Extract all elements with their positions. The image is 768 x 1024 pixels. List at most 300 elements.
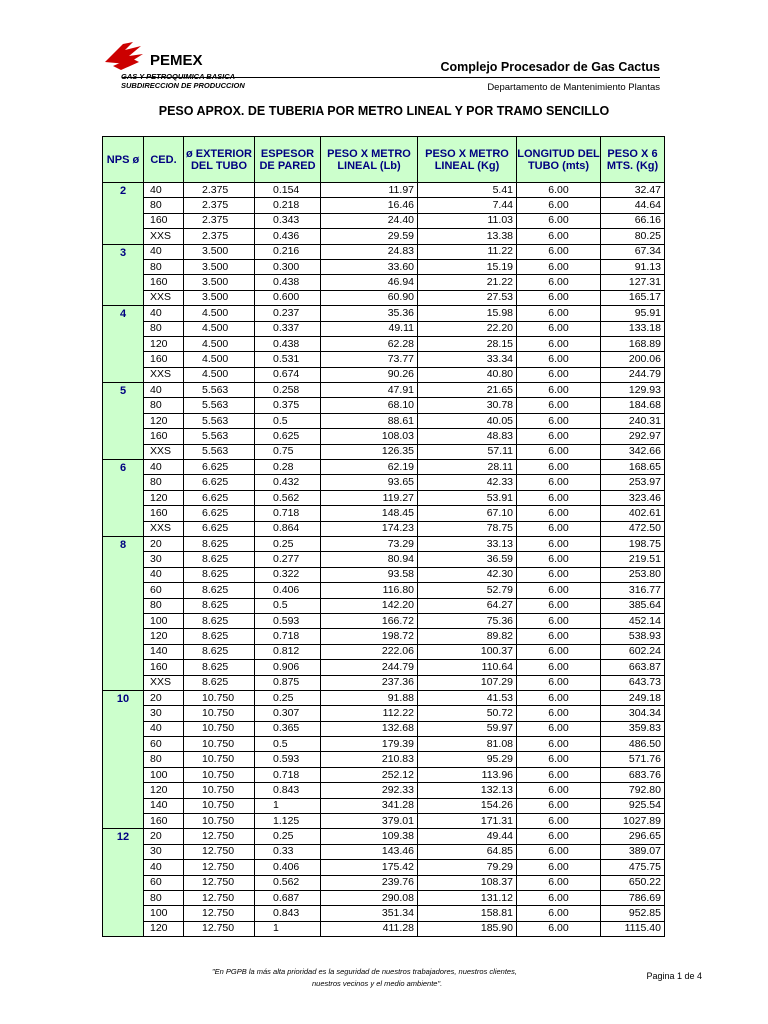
ced-cell: XXS xyxy=(144,290,184,305)
weight-kg-cell: 107.29 xyxy=(418,675,517,690)
weight-6m-cell: 133.18 xyxy=(601,321,665,336)
length-cell: 6.00 xyxy=(517,444,601,459)
table-row xyxy=(103,598,665,613)
wall-thickness-cell: 0.25 xyxy=(255,829,321,844)
length-cell: 6.00 xyxy=(517,690,601,705)
weight-kg-cell: 11.03 xyxy=(418,213,517,228)
ced-cell: 60 xyxy=(144,737,184,752)
length-cell: 6.00 xyxy=(517,213,601,228)
col-header-weight-kg: PESO X METRO LINEAL (Kg) xyxy=(418,137,517,183)
outer-diameter-cell: 8.625 xyxy=(184,583,255,598)
weight-kg-cell: 110.64 xyxy=(418,660,517,675)
length-cell: 6.00 xyxy=(517,890,601,905)
weight-kg-cell: 28.11 xyxy=(418,460,517,475)
weight-lb-cell: 119.27 xyxy=(321,490,418,505)
weight-6m-cell: 129.93 xyxy=(601,383,665,398)
ced-cell: 30 xyxy=(144,844,184,859)
weight-lb-cell: 142.20 xyxy=(321,598,418,613)
length-cell: 6.00 xyxy=(517,398,601,413)
length-cell: 6.00 xyxy=(517,413,601,428)
weight-lb-cell: 33.60 xyxy=(321,259,418,274)
wall-thickness-cell: 0.718 xyxy=(255,767,321,782)
ced-cell: 120 xyxy=(144,629,184,644)
weight-kg-cell: 52.79 xyxy=(418,583,517,598)
table-row xyxy=(103,321,665,336)
outer-diameter-cell: 6.625 xyxy=(184,521,255,536)
brand-name: PEMEX xyxy=(150,52,203,69)
weight-lb-cell: 341.28 xyxy=(321,798,418,813)
weight-6m-cell: 359.83 xyxy=(601,721,665,736)
weight-6m-cell: 66.16 xyxy=(601,213,665,228)
outer-diameter-cell: 10.750 xyxy=(184,690,255,705)
weight-6m-cell: 165.17 xyxy=(601,290,665,305)
table-row xyxy=(103,290,665,305)
weight-lb-cell: 47.91 xyxy=(321,383,418,398)
complex-name: Complejo Procesador de Gas Cactus xyxy=(440,60,660,74)
table-row xyxy=(103,690,665,705)
outer-diameter-cell: 10.750 xyxy=(184,721,255,736)
length-cell: 6.00 xyxy=(517,475,601,490)
ced-cell: 120 xyxy=(144,336,184,351)
weight-lb-cell: 93.65 xyxy=(321,475,418,490)
nps-cell: 3 xyxy=(103,244,144,306)
weight-lb-cell: 179.39 xyxy=(321,737,418,752)
weight-6m-cell: 292.97 xyxy=(601,429,665,444)
weight-lb-cell: 411.28 xyxy=(321,921,418,936)
length-cell: 6.00 xyxy=(517,737,601,752)
wall-thickness-cell: 0.218 xyxy=(255,198,321,213)
weight-6m-cell: 925.54 xyxy=(601,798,665,813)
col-header-length: LONGITUD DEL TUBO (mts) xyxy=(517,137,601,183)
ced-cell: XXS xyxy=(144,367,184,382)
outer-diameter-cell: 4.500 xyxy=(184,306,255,321)
table-row xyxy=(103,460,665,475)
weight-6m-cell: 168.65 xyxy=(601,460,665,475)
weight-6m-cell: 127.31 xyxy=(601,275,665,290)
weight-kg-cell: 59.97 xyxy=(418,721,517,736)
nps-cell: 4 xyxy=(103,306,144,383)
weight-6m-cell: 1027.89 xyxy=(601,814,665,829)
weight-lb-cell: 237.36 xyxy=(321,675,418,690)
outer-diameter-cell: 5.563 xyxy=(184,429,255,444)
weight-lb-cell: 210.83 xyxy=(321,752,418,767)
table-row xyxy=(103,398,665,413)
weight-lb-cell: 175.42 xyxy=(321,860,418,875)
weight-lb-cell: 174.23 xyxy=(321,521,418,536)
outer-diameter-cell: 6.625 xyxy=(184,475,255,490)
length-cell: 6.00 xyxy=(517,767,601,782)
length-cell: 6.00 xyxy=(517,860,601,875)
wall-thickness-cell: 0.687 xyxy=(255,890,321,905)
ced-cell: 80 xyxy=(144,598,184,613)
wall-thickness-cell: 0.216 xyxy=(255,244,321,259)
wall-thickness-cell: 0.154 xyxy=(255,183,321,198)
table-row xyxy=(103,829,665,844)
weight-6m-cell: 472.50 xyxy=(601,521,665,536)
weight-kg-cell: 154.26 xyxy=(418,798,517,813)
wall-thickness-cell: 0.337 xyxy=(255,321,321,336)
brand-subtitle-2: SUBDIRECCION DE PRODUCCION xyxy=(121,81,245,90)
weight-6m-cell: 389.07 xyxy=(601,844,665,859)
length-cell: 6.00 xyxy=(517,383,601,398)
weight-kg-cell: 7.44 xyxy=(418,198,517,213)
weight-6m-cell: 323.46 xyxy=(601,490,665,505)
weight-6m-cell: 240.31 xyxy=(601,413,665,428)
table-row xyxy=(103,213,665,228)
table-row xyxy=(103,183,665,198)
outer-diameter-cell: 5.563 xyxy=(184,413,255,428)
ced-cell: 120 xyxy=(144,921,184,936)
outer-diameter-cell: 12.750 xyxy=(184,890,255,905)
outer-diameter-cell: 8.625 xyxy=(184,644,255,659)
weight-kg-cell: 64.27 xyxy=(418,598,517,613)
weight-kg-cell: 79.29 xyxy=(418,860,517,875)
table-row xyxy=(103,675,665,690)
weight-kg-cell: 131.12 xyxy=(418,890,517,905)
ced-cell: 80 xyxy=(144,259,184,274)
ced-cell: 40 xyxy=(144,183,184,198)
outer-diameter-cell: 12.750 xyxy=(184,921,255,936)
wall-thickness-cell: 0.237 xyxy=(255,306,321,321)
ced-cell: XXS xyxy=(144,229,184,244)
col-header-ced: CED. xyxy=(144,137,184,183)
outer-diameter-cell: 8.625 xyxy=(184,613,255,628)
wall-thickness-cell: 0.5 xyxy=(255,598,321,613)
table-row xyxy=(103,413,665,428)
weight-6m-cell: 198.75 xyxy=(601,536,665,551)
length-cell: 6.00 xyxy=(517,429,601,444)
outer-diameter-cell: 12.750 xyxy=(184,906,255,921)
table-row xyxy=(103,860,665,875)
outer-diameter-cell: 5.563 xyxy=(184,383,255,398)
ced-cell: XXS xyxy=(144,444,184,459)
ced-cell: 80 xyxy=(144,398,184,413)
length-cell: 6.00 xyxy=(517,660,601,675)
weight-lb-cell: 24.40 xyxy=(321,213,418,228)
wall-thickness-cell: 0.375 xyxy=(255,398,321,413)
weight-lb-cell: 143.46 xyxy=(321,844,418,859)
length-cell: 6.00 xyxy=(517,198,601,213)
length-cell: 6.00 xyxy=(517,367,601,382)
outer-diameter-cell: 10.750 xyxy=(184,798,255,813)
weight-6m-cell: 316.77 xyxy=(601,583,665,598)
ced-cell: 100 xyxy=(144,906,184,921)
ced-cell: 160 xyxy=(144,352,184,367)
outer-diameter-cell: 2.375 xyxy=(184,213,255,228)
table-row xyxy=(103,767,665,782)
weight-lb-cell: 46.94 xyxy=(321,275,418,290)
weight-lb-cell: 16.46 xyxy=(321,198,418,213)
outer-diameter-cell: 10.750 xyxy=(184,737,255,752)
weight-kg-cell: 15.98 xyxy=(418,306,517,321)
wall-thickness-cell: 0.864 xyxy=(255,521,321,536)
wall-thickness-cell: 0.300 xyxy=(255,259,321,274)
length-cell: 6.00 xyxy=(517,583,601,598)
weight-lb-cell: 24.83 xyxy=(321,244,418,259)
pemex-eagle-logo xyxy=(103,40,145,72)
wall-thickness-cell: 0.322 xyxy=(255,567,321,582)
length-cell: 6.00 xyxy=(517,229,601,244)
weight-6m-cell: 304.34 xyxy=(601,706,665,721)
weight-6m-cell: 80.25 xyxy=(601,229,665,244)
length-cell: 6.00 xyxy=(517,306,601,321)
wall-thickness-cell: 0.843 xyxy=(255,783,321,798)
wall-thickness-cell: 0.25 xyxy=(255,536,321,551)
weight-6m-cell: 452.14 xyxy=(601,613,665,628)
weight-6m-cell: 91.13 xyxy=(601,259,665,274)
wall-thickness-cell: 1.125 xyxy=(255,814,321,829)
weight-6m-cell: 168.89 xyxy=(601,336,665,351)
wall-thickness-cell: 0.28 xyxy=(255,460,321,475)
wall-thickness-cell: 0.562 xyxy=(255,875,321,890)
outer-diameter-cell: 8.625 xyxy=(184,552,255,567)
weight-lb-cell: 252.12 xyxy=(321,767,418,782)
table-row xyxy=(103,921,665,936)
outer-diameter-cell: 2.375 xyxy=(184,183,255,198)
length-cell: 6.00 xyxy=(517,798,601,813)
weight-lb-cell: 292.33 xyxy=(321,783,418,798)
ced-cell: 20 xyxy=(144,536,184,551)
table-row xyxy=(103,336,665,351)
wall-thickness-cell: 0.718 xyxy=(255,629,321,644)
wall-thickness-cell: 0.307 xyxy=(255,706,321,721)
table-row xyxy=(103,721,665,736)
nps-cell: 12 xyxy=(103,829,144,937)
weight-6m-cell: 663.87 xyxy=(601,660,665,675)
wall-thickness-cell: 0.258 xyxy=(255,383,321,398)
weight-kg-cell: 132.13 xyxy=(418,783,517,798)
weight-kg-cell: 30.78 xyxy=(418,398,517,413)
length-cell: 6.00 xyxy=(517,275,601,290)
weight-lb-cell: 73.29 xyxy=(321,536,418,551)
weight-kg-cell: 57.11 xyxy=(418,444,517,459)
outer-diameter-cell: 4.500 xyxy=(184,352,255,367)
ced-cell: 160 xyxy=(144,506,184,521)
weight-lb-cell: 29.59 xyxy=(321,229,418,244)
length-cell: 6.00 xyxy=(517,613,601,628)
nps-cell: 2 xyxy=(103,183,144,245)
col-header-wall-thickness: ESPESOR DE PARED xyxy=(255,137,321,183)
table-header-row xyxy=(103,137,665,183)
page-number: Pagina 1 de 4 xyxy=(646,971,702,981)
length-cell: 6.00 xyxy=(517,567,601,582)
nps-cell: 5 xyxy=(103,383,144,460)
ced-cell: 120 xyxy=(144,783,184,798)
length-cell: 6.00 xyxy=(517,352,601,367)
weight-lb-cell: 60.90 xyxy=(321,290,418,305)
weight-6m-cell: 786.69 xyxy=(601,890,665,905)
weight-kg-cell: 11.22 xyxy=(418,244,517,259)
weight-lb-cell: 351.34 xyxy=(321,906,418,921)
weight-6m-cell: 244.79 xyxy=(601,367,665,382)
ced-cell: 60 xyxy=(144,875,184,890)
ced-cell: 20 xyxy=(144,829,184,844)
outer-diameter-cell: 2.375 xyxy=(184,229,255,244)
length-cell: 6.00 xyxy=(517,259,601,274)
weight-6m-cell: 650.22 xyxy=(601,875,665,890)
weight-kg-cell: 89.82 xyxy=(418,629,517,644)
table-row xyxy=(103,536,665,551)
length-cell: 6.00 xyxy=(517,552,601,567)
ced-cell: 40 xyxy=(144,383,184,398)
nps-cell: 8 xyxy=(103,536,144,690)
wall-thickness-cell: 0.906 xyxy=(255,660,321,675)
length-cell: 6.00 xyxy=(517,906,601,921)
length-cell: 6.00 xyxy=(517,244,601,259)
length-cell: 6.00 xyxy=(517,183,601,198)
table-row xyxy=(103,783,665,798)
wall-thickness-cell: 0.593 xyxy=(255,613,321,628)
length-cell: 6.00 xyxy=(517,814,601,829)
weight-lb-cell: 198.72 xyxy=(321,629,418,644)
wall-thickness-cell: 0.562 xyxy=(255,490,321,505)
wall-thickness-cell: 0.674 xyxy=(255,367,321,382)
weight-kg-cell: 158.81 xyxy=(418,906,517,921)
length-cell: 6.00 xyxy=(517,921,601,936)
ced-cell: 60 xyxy=(144,583,184,598)
outer-diameter-cell: 12.750 xyxy=(184,875,255,890)
outer-diameter-cell: 10.750 xyxy=(184,706,255,721)
ced-cell: 80 xyxy=(144,475,184,490)
length-cell: 6.00 xyxy=(517,490,601,505)
outer-diameter-cell: 12.750 xyxy=(184,844,255,859)
length-cell: 6.00 xyxy=(517,706,601,721)
weight-6m-cell: 32.47 xyxy=(601,183,665,198)
weight-lb-cell: 126.35 xyxy=(321,444,418,459)
weight-6m-cell: 475.75 xyxy=(601,860,665,875)
length-cell: 6.00 xyxy=(517,598,601,613)
weight-6m-cell: 184.68 xyxy=(601,398,665,413)
table-row xyxy=(103,383,665,398)
weight-6m-cell: 219.51 xyxy=(601,552,665,567)
ced-cell: 140 xyxy=(144,798,184,813)
length-cell: 6.00 xyxy=(517,336,601,351)
weight-kg-cell: 185.90 xyxy=(418,921,517,936)
weight-6m-cell: 95.91 xyxy=(601,306,665,321)
wall-thickness-cell: 0.343 xyxy=(255,213,321,228)
weight-kg-cell: 22.20 xyxy=(418,321,517,336)
weight-6m-cell: 602.24 xyxy=(601,644,665,659)
weight-kg-cell: 40.80 xyxy=(418,367,517,382)
weight-kg-cell: 113.96 xyxy=(418,767,517,782)
pipe-weight-table xyxy=(102,136,665,937)
weight-lb-cell: 68.10 xyxy=(321,398,418,413)
ced-cell: 120 xyxy=(144,490,184,505)
table-row xyxy=(103,552,665,567)
table-row xyxy=(103,737,665,752)
table-row xyxy=(103,259,665,274)
length-cell: 6.00 xyxy=(517,752,601,767)
wall-thickness-cell: 0.593 xyxy=(255,752,321,767)
weight-kg-cell: 33.34 xyxy=(418,352,517,367)
table-row xyxy=(103,229,665,244)
footer-safety-line-2: nuestros vecinos y el medio ambiente". xyxy=(312,979,443,988)
table-row xyxy=(103,367,665,382)
weight-kg-cell: 49.44 xyxy=(418,829,517,844)
outer-diameter-cell: 12.750 xyxy=(184,829,255,844)
ced-cell: 100 xyxy=(144,613,184,628)
outer-diameter-cell: 4.500 xyxy=(184,367,255,382)
length-cell: 6.00 xyxy=(517,829,601,844)
weight-lb-cell: 112.22 xyxy=(321,706,418,721)
weight-lb-cell: 62.19 xyxy=(321,460,418,475)
weight-6m-cell: 200.06 xyxy=(601,352,665,367)
wall-thickness-cell: 0.718 xyxy=(255,506,321,521)
length-cell: 6.00 xyxy=(517,629,601,644)
weight-kg-cell: 48.83 xyxy=(418,429,517,444)
ced-cell: 80 xyxy=(144,321,184,336)
length-cell: 6.00 xyxy=(517,721,601,736)
weight-6m-cell: 342.66 xyxy=(601,444,665,459)
wall-thickness-cell: 0.625 xyxy=(255,429,321,444)
weight-lb-cell: 290.08 xyxy=(321,890,418,905)
ced-cell: XXS xyxy=(144,675,184,690)
outer-diameter-cell: 6.625 xyxy=(184,490,255,505)
weight-kg-cell: 78.75 xyxy=(418,521,517,536)
weight-kg-cell: 27.53 xyxy=(418,290,517,305)
weight-kg-cell: 15.19 xyxy=(418,259,517,274)
weight-kg-cell: 13.38 xyxy=(418,229,517,244)
weight-lb-cell: 90.26 xyxy=(321,367,418,382)
weight-kg-cell: 67.10 xyxy=(418,506,517,521)
outer-diameter-cell: 8.625 xyxy=(184,567,255,582)
ced-cell: 40 xyxy=(144,306,184,321)
outer-diameter-cell: 8.625 xyxy=(184,675,255,690)
weight-kg-cell: 42.30 xyxy=(418,567,517,582)
outer-diameter-cell: 10.750 xyxy=(184,783,255,798)
outer-diameter-cell: 4.500 xyxy=(184,321,255,336)
table-row xyxy=(103,521,665,536)
table-row xyxy=(103,490,665,505)
table-row xyxy=(103,706,665,721)
weight-lb-cell: 80.94 xyxy=(321,552,418,567)
table-row xyxy=(103,752,665,767)
table-row xyxy=(103,660,665,675)
table-row xyxy=(103,567,665,582)
outer-diameter-cell: 4.500 xyxy=(184,336,255,351)
table-row xyxy=(103,583,665,598)
table-row xyxy=(103,475,665,490)
outer-diameter-cell: 3.500 xyxy=(184,290,255,305)
outer-diameter-cell: 3.500 xyxy=(184,275,255,290)
weight-6m-cell: 44.64 xyxy=(601,198,665,213)
table-row xyxy=(103,875,665,890)
outer-diameter-cell: 8.625 xyxy=(184,660,255,675)
ced-cell: 40 xyxy=(144,460,184,475)
weight-lb-cell: 148.45 xyxy=(321,506,418,521)
weight-kg-cell: 108.37 xyxy=(418,875,517,890)
weight-lb-cell: 379.01 xyxy=(321,814,418,829)
table-row xyxy=(103,275,665,290)
weight-6m-cell: 1115.40 xyxy=(601,921,665,936)
wall-thickness-cell: 1 xyxy=(255,798,321,813)
length-cell: 6.00 xyxy=(517,321,601,336)
weight-kg-cell: 171.31 xyxy=(418,814,517,829)
ced-cell: 40 xyxy=(144,860,184,875)
weight-6m-cell: 402.61 xyxy=(601,506,665,521)
wall-thickness-cell: 0.365 xyxy=(255,721,321,736)
table-row xyxy=(103,906,665,921)
table-row xyxy=(103,198,665,213)
wall-thickness-cell: 0.875 xyxy=(255,675,321,690)
weight-kg-cell: 42.33 xyxy=(418,475,517,490)
weight-lb-cell: 49.11 xyxy=(321,321,418,336)
wall-thickness-cell: 0.438 xyxy=(255,275,321,290)
table-row xyxy=(103,352,665,367)
wall-thickness-cell: 0.812 xyxy=(255,644,321,659)
length-cell: 6.00 xyxy=(517,521,601,536)
ced-cell: 30 xyxy=(144,552,184,567)
